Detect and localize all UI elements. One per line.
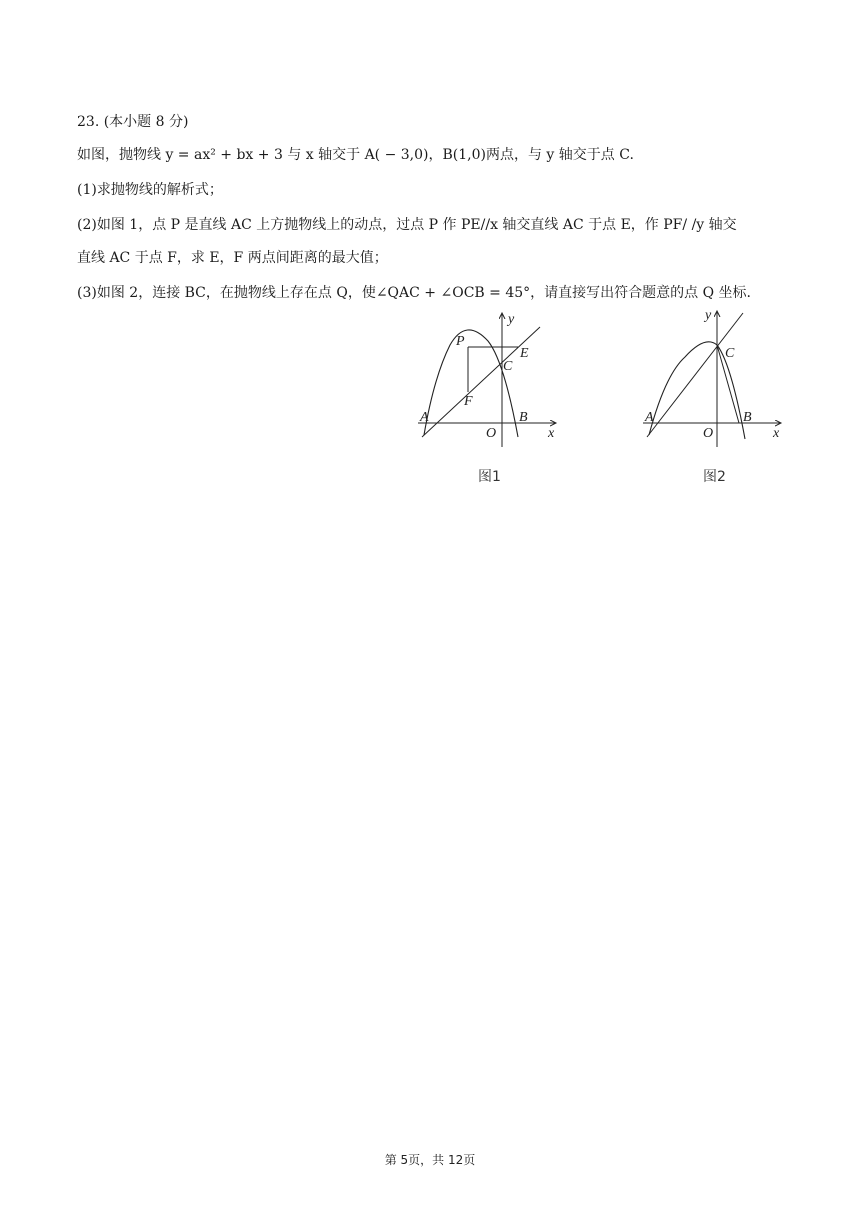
label-x: x bbox=[548, 426, 555, 441]
problem-part2-line1: (2)如图 1，点 P 是直线 AC 上方抛物线上的动点，过点 P 作 PE//x 轴交直线 AC 于点 E，作 PF/ /y 轴交 bbox=[77, 217, 737, 233]
problem-part1: (1)求抛物线的解析式； bbox=[77, 182, 223, 198]
problem-heading: 23. (本小题 8 分) bbox=[77, 114, 189, 130]
label-p: P bbox=[456, 334, 465, 349]
label-b: B bbox=[743, 410, 752, 425]
label-a: A bbox=[420, 410, 429, 425]
figure-2-caption: 图2 bbox=[703, 469, 726, 485]
figure-2 bbox=[635, 305, 795, 455]
label-y: y bbox=[508, 312, 515, 327]
page-footer: 第 5页，共 12页 bbox=[384, 1153, 476, 1167]
label-f: F bbox=[464, 394, 473, 409]
label-c: C bbox=[725, 346, 735, 361]
label-b: B bbox=[519, 410, 528, 425]
label-a: A bbox=[645, 410, 654, 425]
figure-1-caption: 图1 bbox=[478, 469, 501, 485]
label-c: C bbox=[503, 359, 513, 374]
line-ac bbox=[647, 313, 743, 437]
problem-part3: (3)如图 2，连接 BC，在抛物线上存在点 Q，使∠QAC + ∠OCB = 45°，请直接写出符合题意的点 Q 坐标. bbox=[77, 285, 751, 301]
label-e: E bbox=[520, 346, 529, 361]
label-y: y bbox=[705, 308, 712, 323]
label-o: O bbox=[486, 426, 497, 441]
parabola bbox=[424, 330, 518, 437]
problem-intro: 如图，抛物线 y = ax² + bx + 3 与 x 轴交于 A( − 3,0)，B(1,0)两点，与 y 轴交于点 C. bbox=[77, 147, 634, 163]
label-o: O bbox=[703, 426, 714, 441]
figure-1 bbox=[410, 305, 570, 455]
label-x: x bbox=[773, 426, 780, 441]
problem-part2-line2: 直线 AC 于点 F，求 E，F 两点间距离的最大值； bbox=[77, 250, 388, 266]
